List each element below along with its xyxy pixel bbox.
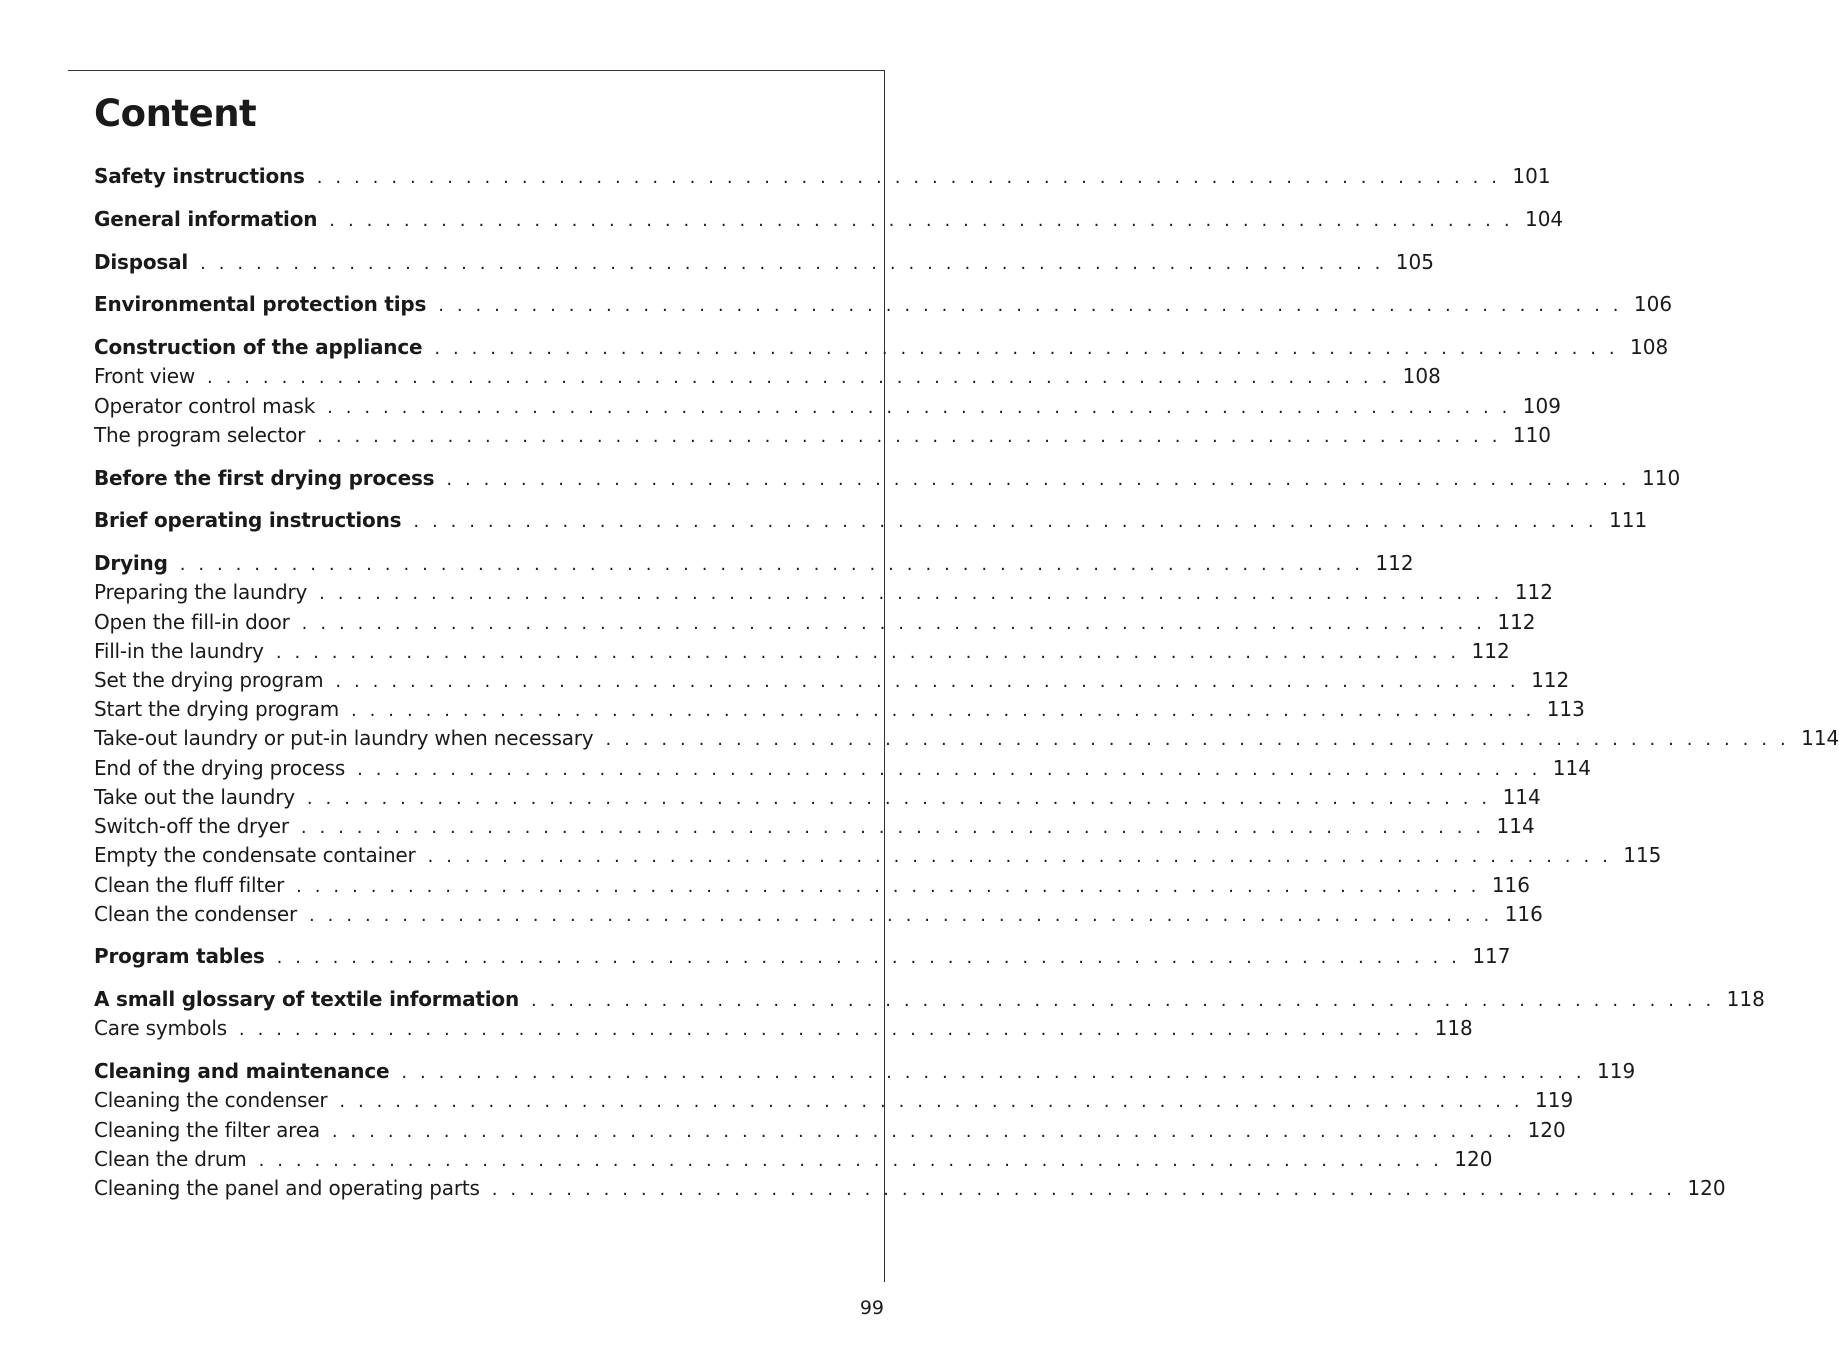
toc-leader-dots: . . . . . . . . . . . . . . . . . . . . . . . . . . . . . . . . . . . . . . . . . . . . . . . . . . . . . . . . . . . . . . . . (275, 642, 1460, 663)
toc-entry-label: Start the drying program (94, 697, 340, 721)
toc-entry-page: 109 (1522, 394, 1561, 418)
toc-entry-label: Cleaning the condenser (94, 1088, 328, 1112)
toc-entry-page: 119 (1597, 1059, 1636, 1083)
toc-entry-page: 113 (1546, 697, 1585, 721)
toc-leader-dots: . . . . . . . . . . . . . . . . . . . . . . . . . . . . . . . . . . . . . . . . . . . . . . . . . . . . . . . . . . . . . . . . (427, 846, 1612, 867)
toc-entry-page: 108 (1402, 364, 1441, 388)
toc-leader-dots: . . . . . . . . . . . . . . . . . . . . . . . . . . . . . . . . . . . . . . . . . . . . . . . . . . . . . . . . . . . . . . . . (300, 817, 1485, 838)
toc-entry-page: 120 (1454, 1147, 1493, 1171)
toc-entry-label: Fill-in the laundry (94, 639, 264, 663)
toc-entry-label: Brief operating instructions (94, 508, 402, 532)
toc-entry-label: Open the fill-in door (94, 610, 290, 634)
toc-entry (94, 900, 1543, 928)
toc-entry (94, 841, 1662, 869)
toc-entry (94, 205, 1564, 233)
toc-entry (94, 464, 1681, 492)
toc-leader-dots: . . . . . . . . . . . . . . . . . . . . . . . . . . . . . . . . . . . . . . . . . . . . . . . . . . . . . . . . . . . . . . . . (306, 788, 1491, 809)
toc-leader-dots: . . . . . . . . . . . . . . . . . . . . . . . . . . . . . . . . . . . . . . . . . . . . . . . . . . . . . . . . . . . . . . . . (331, 1121, 1516, 1142)
toc-entry-page: 118 (1434, 1016, 1473, 1040)
toc-entry-label: A small glossary of textile information (94, 987, 519, 1011)
toc-entry (94, 333, 1669, 361)
toc-leader-dots: . . . . . . . . . . . . . . . . . . . . . . . . . . . . . . . . . . . . . . . . . . . . . . . . . . . . . . . . . . . . . . . . (301, 613, 1486, 634)
toc-entry (94, 637, 1510, 665)
toc-entry (94, 392, 1561, 420)
toc-entry (94, 362, 1441, 390)
toc-leader-dots: . . . . . . . . . . . . . . . . . . . . . . . . . . . . . . . . . . . . . . . . . . . . . . . . . . . . . . . . . . . . . . . . (401, 1062, 1586, 1083)
toc-entry (94, 1174, 1726, 1202)
toc-leader-dots: . . . . . . . . . . . . . . . . . . . . . . . . . . . . . . . . . . . . . . . . . . . . . . . . . . . . . . . . . . . . . . . . (446, 469, 1631, 490)
toc-entry-label: Take out the laundry (94, 785, 295, 809)
toc-entry-label: Care symbols (94, 1016, 227, 1040)
toc-entry-page: 112 (1375, 551, 1414, 575)
toc-entry (94, 1116, 1566, 1144)
toc-entry (94, 783, 1541, 811)
toc-leader-dots: . . . . . . . . . . . . . . . . . . . . . . . . . . . . . . . . . . . . . . . . . . . . . . . . . . . . . . . . . . . . . . . . (179, 554, 1364, 575)
toc-leader-dots: . . . . . . . . . . . . . . . . . . . . . . . . . . . . . . . . . . . . . . . . . . . . . . . . . . . . . . . . . . . . . . . . (605, 729, 1790, 750)
toc-entry-label: Switch-off the dryer (94, 814, 289, 838)
toc-entry-page: 114 (1801, 726, 1839, 750)
toc-entry-page: 101 (1512, 164, 1551, 188)
toc-entry-page: 112 (1514, 580, 1554, 604)
toc-leader-dots: . . . . . . . . . . . . . . . . . . . . . . . . . . . . . . . . . . . . . . . . . . . . . . . . . . . . . . . . . . . . . . . . (351, 700, 1535, 721)
toc-entry-page: 112 (1531, 668, 1570, 692)
toc-entry (94, 695, 1585, 723)
toc-entry-page: 119 (1535, 1088, 1574, 1112)
toc-entry-page: 117 (1472, 944, 1511, 968)
toc-entry-label: Take-out laundry or put-in laundry when necessary (94, 726, 594, 750)
toc-entry-page: 105 (1395, 250, 1434, 274)
toc-leader-dots: . . . . . . . . . . . . . . . . . . . . . . . . . . . . . . . . . . . . . . . . . . . . . . . . . . . . . . . . . . . . . . . . (434, 338, 1619, 359)
toc-entry-label: Before the first drying process (94, 466, 435, 490)
toc-entry-label: Safety instructions (94, 164, 305, 188)
toc-entry-label: Clean the condenser (94, 902, 298, 926)
toc-leader-dots: . . . . . . . . . . . . . . . . . . . . . . . . . . . . . . . . . . . . . . . . . . . . . . . . . . . . . . . . . . . . . . . . (491, 1179, 1676, 1200)
toc-entry (94, 162, 1551, 190)
toc-entry-page: 120 (1527, 1118, 1566, 1142)
toc-leader-dots: . . . . . . . . . . . . . . . . . . . . . . . . . . . . . . . . . . . . . . . . . . . . . . . . . . . . . . . . . . . . . . . . (531, 990, 1715, 1011)
toc-entry (94, 421, 1552, 449)
toc-entry-page: 116 (1491, 873, 1530, 897)
toc-entry-page: 110 (1642, 466, 1681, 490)
toc-entry-label: Operator control mask (94, 394, 316, 418)
toc-leader-dots: . . . . . . . . . . . . . . . . . . . . . . . . . . . . . . . . . . . . . . . . . . . . . . . . . . . . . . . . . . . . . . . . (296, 876, 1480, 897)
toc-leader-dots: . . . . . . . . . . . . . . . . . . . . . . . . . . . . . . . . . . . . . . . . . . . . . . . . . . . . . . . . . . . . . . . . (357, 759, 1541, 780)
toc-entry-label: Preparing the laundry (94, 580, 308, 604)
toc-entry-page: 108 (1630, 335, 1669, 359)
toc-entry-page: 111 (1609, 508, 1648, 532)
toc-entry-page: 112 (1497, 610, 1536, 634)
toc-leader-dots: . . . . . . . . . . . . . . . . . . . . . . . . . . . . . . . . . . . . . . . . . . . . . . . . . . . . . . . . . . . . . . . . (309, 905, 1493, 926)
toc-leader-dots: . . . . . . . . . . . . . . . . . . . . . . . . . . . . . . . . . . . . . . . . . . . . . . . . . . . . . . . . . . . . . . . . (329, 210, 1514, 231)
toc-entry-label: The program selector (94, 423, 306, 447)
toc-entry (94, 1014, 1473, 1042)
toc-entry-page: 114 (1496, 814, 1535, 838)
toc-leader-dots: . . . . . . . . . . . . . . . . . . . . . . . . . . . . . . . . . . . . . . . . . . . . . . . . . . . . . . . . . . . . . . . . (258, 1150, 1443, 1171)
toc-entry (94, 871, 1530, 899)
toc-entry-label: General information (94, 207, 318, 231)
toc-entry-label: Clean the fluff filter (94, 873, 285, 897)
toc-entry-page: 110 (1512, 423, 1552, 447)
toc-entry-page: 120 (1687, 1176, 1726, 1200)
toc-entry-label: Drying (94, 551, 168, 575)
toc-leader-dots: . . . . . . . . . . . . . . . . . . . . . . . . . . . . . . . . . . . . . . . . . . . . . . . . . . . . . . . . . . . . . . . . (207, 367, 1391, 388)
toc-entry-page: 115 (1623, 843, 1662, 867)
toc-entry-page: 106 (1633, 292, 1673, 316)
toc-leader-dots: . . . . . . . . . . . . . . . . . . . . . . . . . . . . . . . . . . . . . . . . . . . . . . . . . . . . . . . . . . . . . . . . (413, 511, 1598, 532)
toc-entry-label: End of the drying process (94, 756, 346, 780)
toc-entry-label: Front view (94, 364, 195, 388)
toc-entry (94, 942, 1511, 970)
toc-entry (94, 812, 1535, 840)
toc-entry (94, 754, 1591, 782)
toc-entry (94, 549, 1414, 577)
toc-entry (94, 985, 1765, 1013)
toc-entry (94, 1145, 1493, 1173)
toc-entry-label: Environmental protection tips (94, 292, 427, 316)
toc-entry-page: 114 (1552, 756, 1591, 780)
toc-entry-label: Empty the condensate container (94, 843, 416, 867)
toc-entry (94, 666, 1570, 694)
toc-leader-dots: . . . . . . . . . . . . . . . . . . . . . . . . . . . . . . . . . . . . . . . . . . . . . . . . . . . . . . . . . . . . . . . . (438, 295, 1623, 316)
toc-entry (94, 578, 1554, 606)
toc-entry-page: 118 (1726, 987, 1765, 1011)
top-rule (68, 70, 885, 71)
toc-leader-dots: . . . . . . . . . . . . . . . . . . . . . . . . . . . . . . . . . . . . . . . . . . . . . . . . . . . . . . . . . . . . . . . . (276, 947, 1461, 968)
toc-entry (94, 608, 1536, 636)
toc-entry (94, 724, 1839, 752)
toc-leader-dots: . . . . . . . . . . . . . . . . . . . . . . . . . . . . . . . . . . . . . . . . . . . . . . . . . . . . . . . . . . . . . . . . (238, 1019, 1423, 1040)
toc-entry (94, 290, 1673, 318)
toc-entry-page: 112 (1471, 639, 1510, 663)
toc-leader-dots: . . . . . . . . . . . . . . . . . . . . . . . . . . . . . . . . . . . . . . . . . . . . . . . . . . . . . . . . . . . . . . . . (339, 1091, 1524, 1112)
toc-entry-label: Clean the drum (94, 1147, 247, 1171)
toc-entry (94, 1057, 1636, 1085)
toc-entry-page: 116 (1504, 902, 1543, 926)
toc-entry-label: Disposal (94, 250, 189, 274)
toc-entry (94, 1086, 1574, 1114)
toc-leader-dots: . . . . . . . . . . . . . . . . . . . . . . . . . . . . . . . . . . . . . . . . . . . . . . . . . . . . . . . . . . . . . . . . (317, 426, 1502, 447)
toc-leader-dots: . . . . . . . . . . . . . . . . . . . . . . . . . . . . . . . . . . . . . . . . . . . . . . . . . . . . . . . . . . . . . . . . (327, 397, 1511, 418)
toc-leader-dots: . . . . . . . . . . . . . . . . . . . . . . . . . . . . . . . . . . . . . . . . . . . . . . . . . . . . . . . . . . . . . . . . (335, 671, 1520, 692)
toc-leader-dots: . . . . . . . . . . . . . . . . . . . . . . . . . . . . . . . . . . . . . . . . . . . . . . . . . . . . . . . . . . . . . . . . (200, 253, 1384, 274)
toc-entry (94, 248, 1434, 276)
toc-entry-label: Set the drying program (94, 668, 324, 692)
toc-entry-page: 104 (1524, 207, 1564, 231)
toc-entry (94, 506, 1648, 534)
toc-entry-label: Construction of the appliance (94, 335, 423, 359)
page-number: 99 (859, 1297, 884, 1319)
toc-entry-label: Cleaning the panel and operating parts (94, 1176, 480, 1200)
toc-leader-dots: . . . . . . . . . . . . . . . . . . . . . . . . . . . . . . . . . . . . . . . . . . . . . . . . . . . . . . . . . . . . . . . . (319, 583, 1504, 604)
toc-entry-label: Cleaning the filter area (94, 1118, 320, 1142)
toc-entry-label: Cleaning and maintenance (94, 1059, 390, 1083)
toc-leader-dots: . . . . . . . . . . . . . . . . . . . . . . . . . . . . . . . . . . . . . . . . . . . . . . . . . . . . . . . . . . . . . . . . (316, 167, 1501, 188)
toc-entry-label: Program tables (94, 944, 265, 968)
page-title: Content (94, 92, 257, 135)
toc-entry-page: 114 (1502, 785, 1541, 809)
